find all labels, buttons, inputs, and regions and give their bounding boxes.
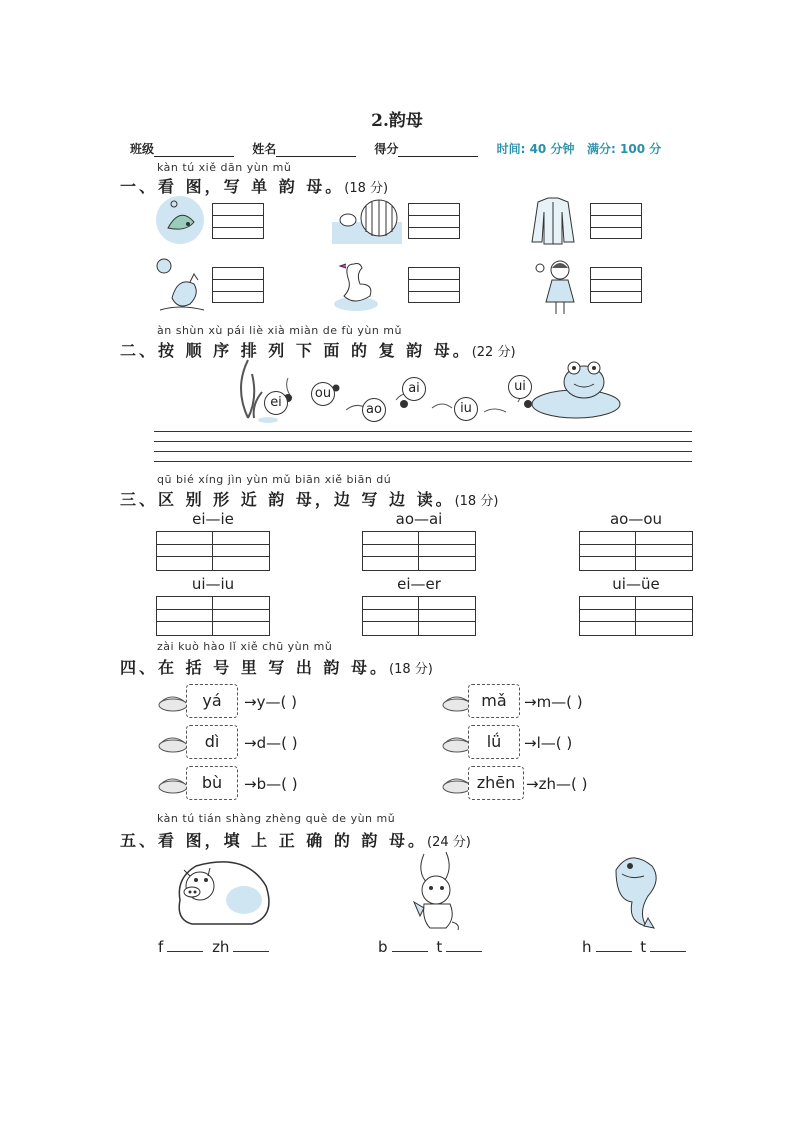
answer-line[interactable] xyxy=(392,951,428,952)
initial-zh: zh xyxy=(212,938,230,956)
four-line-box[interactable] xyxy=(212,267,264,303)
name-blank xyxy=(276,144,356,157)
writing-grid[interactable] xyxy=(362,531,476,571)
bubble-ou: ou xyxy=(311,382,335,406)
fill-rabbit xyxy=(378,938,486,956)
pair-ei-ie: ei—ie xyxy=(192,510,234,528)
pair-ui-iu: ui—iu xyxy=(191,575,235,593)
answer-line[interactable] xyxy=(650,951,686,952)
pinyin-card-di: dì xyxy=(186,725,238,759)
writing-line[interactable] xyxy=(154,441,692,442)
pair-ao-ou: ao—ou xyxy=(609,510,663,528)
sec4-title: 四、在 括 号 里 写 出 韵 母。 xyxy=(120,658,389,677)
bubble-ao: ao xyxy=(362,398,386,422)
lily-pad-icon xyxy=(158,693,188,713)
four-line-box[interactable] xyxy=(408,267,460,303)
sec2-points: (22 分) xyxy=(471,345,516,360)
class-label: 班级 xyxy=(130,142,155,156)
pair-ui-ue: ui—üe xyxy=(612,575,660,593)
pair-ei-er: ei—er xyxy=(397,575,441,593)
initial-h: h xyxy=(582,938,592,956)
pinyin-card-bu: bù xyxy=(186,766,238,800)
lily-pad-icon xyxy=(158,734,188,754)
initial-t: t xyxy=(640,938,647,956)
writing-line[interactable] xyxy=(154,451,692,452)
writing-line[interactable] xyxy=(154,431,692,432)
sec1-pinyin: kàn tú xiě dān yùn mǔ xyxy=(157,161,292,174)
score-blank xyxy=(398,144,478,157)
sec4-pinyin: zài kuò hào lǐ xiě chū yùn mǔ xyxy=(157,640,333,653)
dolphin-picture xyxy=(600,850,664,932)
answer-line[interactable] xyxy=(596,951,632,952)
sec1-title: 一、看 图，写 单 韵 母。 xyxy=(120,177,345,196)
bubble-ai: ai xyxy=(402,377,426,401)
answer-line[interactable] xyxy=(233,951,269,952)
four-line-box[interactable] xyxy=(212,203,264,239)
score-label: 得分 xyxy=(374,142,399,156)
goose-picture xyxy=(332,256,380,316)
sec5-pinyin: kàn tú tián shàng zhèng què de yùn mǔ xyxy=(157,812,396,825)
fish-picture xyxy=(154,194,206,246)
sec5-heading xyxy=(120,828,471,851)
initial-b: b xyxy=(378,938,388,956)
four-line-box[interactable] xyxy=(408,203,460,239)
sec4-heading xyxy=(120,655,433,678)
answer-line[interactable] xyxy=(167,951,203,952)
sec2-pinyin: àn shùn xù pái liè xià miàn de fù yùn mǔ xyxy=(157,324,402,337)
sec3-pinyin: qū bié xíng jìn yùn mǔ biān xiě biān dú xyxy=(157,473,392,486)
writing-grid[interactable] xyxy=(156,596,270,636)
initial-f: f xyxy=(158,938,164,956)
answer-blank-zh[interactable]: →zh—( ) xyxy=(526,775,588,793)
answer-blank-l[interactable]: →l—( ) xyxy=(524,734,573,752)
sec5-points: (24 分) xyxy=(427,835,471,850)
writing-grid[interactable] xyxy=(362,596,476,636)
lily-pad-icon xyxy=(158,775,188,795)
sec4-points: (18 分) xyxy=(389,662,433,677)
four-line-box[interactable] xyxy=(590,203,642,239)
tadpoles-scene xyxy=(228,358,628,424)
initial-t: t xyxy=(436,938,443,956)
pinyin-card-zhen: zhēn xyxy=(468,766,524,800)
answer-blank-d[interactable]: →d—( ) xyxy=(244,734,298,752)
pinyin-card-lv: lǘ xyxy=(468,725,520,759)
writing-grid[interactable] xyxy=(156,531,270,571)
answer-line[interactable] xyxy=(446,951,482,952)
pair-ao-ai: ao—ai xyxy=(395,510,443,528)
writing-grid[interactable] xyxy=(579,531,693,571)
rabbit-picture xyxy=(402,850,466,932)
bubble-ui: ui xyxy=(508,375,532,399)
fill-pig xyxy=(158,938,273,956)
name-label: 姓名 xyxy=(252,142,277,156)
sec3-title: 三、区 别 形 近 韵 母，边 写 边 读。 xyxy=(120,490,455,509)
answer-blank-m[interactable]: →m—( ) xyxy=(524,693,583,711)
sec2-title: 二、按 顺 序 排 列 下 面 的 复 韵 母。 xyxy=(120,341,472,360)
shirt-picture xyxy=(528,194,578,246)
four-line-box[interactable] xyxy=(590,267,642,303)
fill-dolphin xyxy=(582,938,690,956)
sec5-title: 五、看 图，填 上 正 确 的 韵 母。 xyxy=(120,831,427,850)
pig-picture xyxy=(166,856,278,928)
girl-singing-picture xyxy=(532,256,576,318)
page-title: 2.韵母 xyxy=(371,111,423,131)
answer-blank-y[interactable]: →y—( ) xyxy=(244,693,297,711)
rooster-picture xyxy=(154,256,208,314)
time-label: 时间: 40 分钟 xyxy=(496,142,575,156)
header-info xyxy=(130,140,661,157)
bubble-ei: ei xyxy=(264,391,288,415)
sec3-heading xyxy=(120,487,498,510)
class-blank xyxy=(154,144,234,157)
answer-blank-b[interactable]: →b—( ) xyxy=(244,775,298,793)
writing-line[interactable] xyxy=(154,461,692,462)
sec1-points: (18 分) xyxy=(344,181,389,196)
bubble-iu: iu xyxy=(454,397,478,421)
writing-grid[interactable] xyxy=(579,596,693,636)
pinyin-card-ya: yá xyxy=(186,684,238,718)
full-score-label: 满分: 100 分 xyxy=(587,142,662,156)
sec3-points: (18 分) xyxy=(454,494,499,509)
pinyin-card-ma: mǎ xyxy=(468,684,520,718)
goose-water-picture xyxy=(332,196,402,244)
